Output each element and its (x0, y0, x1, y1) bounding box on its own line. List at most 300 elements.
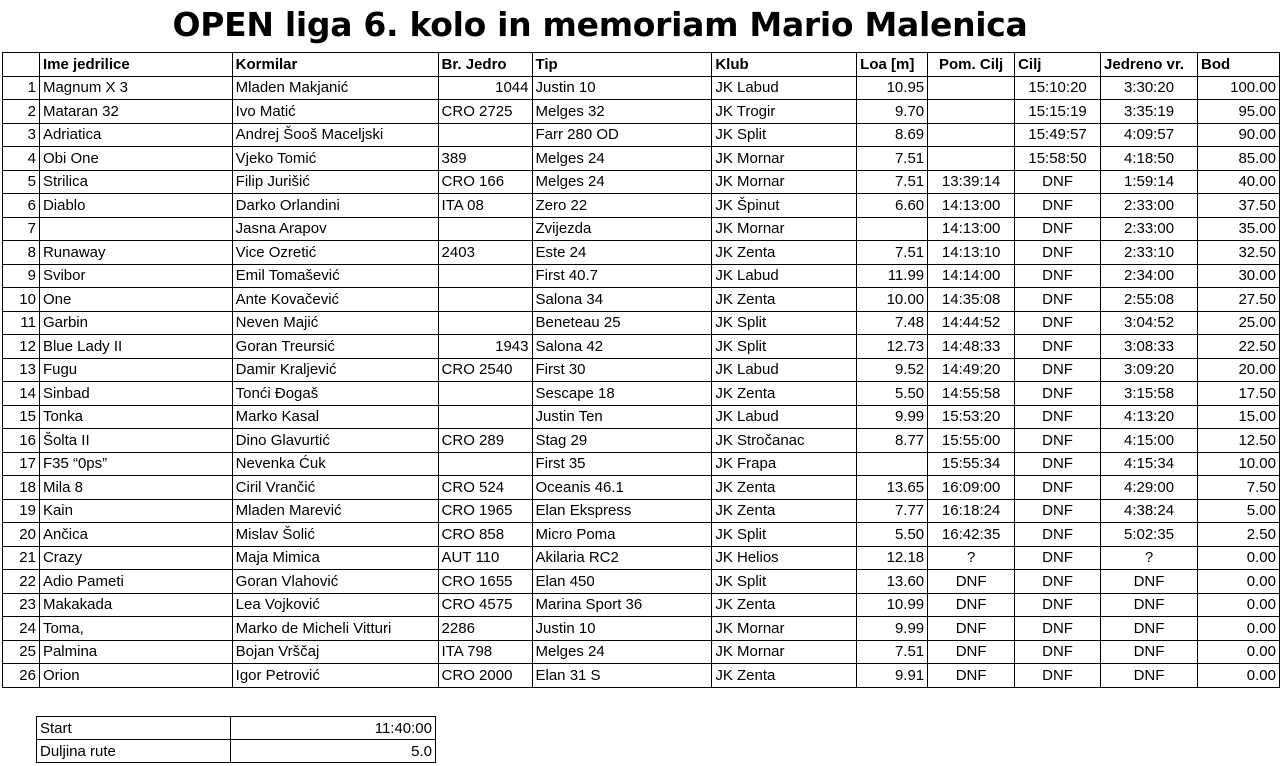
cell-skipper: Emil Tomašević (232, 264, 438, 288)
cell-boat: Diablo (39, 194, 232, 218)
header-skipper: Kormilar (232, 53, 438, 77)
cell-rank: 13 (3, 358, 40, 382)
cell-aux (928, 100, 1015, 124)
cell-sailed: 4:15:00 (1101, 429, 1198, 453)
table-row (3, 123, 1280, 147)
header-loa: Loa [m] (857, 53, 928, 77)
cell-loa: 8.69 (857, 123, 928, 147)
table-row (3, 476, 1280, 500)
cell-points: 20.00 (1198, 358, 1280, 382)
cell-points: 12.50 (1198, 429, 1280, 453)
cell-sailed: 3:04:52 (1101, 311, 1198, 335)
cell-rank: 3 (3, 123, 40, 147)
cell-boat: Sinbad (39, 382, 232, 406)
cell-aux: 15:55:34 (928, 452, 1015, 476)
cell-sailed: DNF (1101, 570, 1198, 594)
cell-boat: Toma, (39, 617, 232, 641)
cell-rank: 1 (3, 76, 40, 100)
header-aux-finish: Pom. Cilj (928, 53, 1015, 77)
cell-type: Elan 450 (532, 570, 712, 594)
cell-skipper: Ivo Matić (232, 100, 438, 124)
cell-club: JK Špinut (712, 194, 857, 218)
cell-club: JK Split (712, 311, 857, 335)
cell-boat: Mataran 32 (39, 100, 232, 124)
cell-type: Justin Ten (532, 405, 712, 429)
cell-type: Oceanis 46.1 (532, 476, 712, 500)
cell-sailed: ? (1101, 546, 1198, 570)
cell-club: JK Zenta (712, 241, 857, 265)
cell-sail (438, 288, 532, 312)
cell-type: Justin 10 (532, 617, 712, 641)
cell-club: JK Zenta (712, 382, 857, 406)
table-row (3, 382, 1280, 406)
cell-aux: 14:35:08 (928, 288, 1015, 312)
table-row (3, 570, 1280, 594)
cell-boat: Tonka (39, 405, 232, 429)
cell-rank: 24 (3, 617, 40, 641)
cell-aux: 14:44:52 (928, 311, 1015, 335)
info-row (37, 717, 436, 740)
cell-boat: Palmina (39, 640, 232, 664)
cell-aux: 14:13:00 (928, 194, 1015, 218)
cell-type: Melges 24 (532, 147, 712, 171)
cell-skipper: Lea Vojković (232, 593, 438, 617)
cell-sail: CRO 2540 (438, 358, 532, 382)
cell-sail: 1044 (438, 76, 532, 100)
cell-sail: CRO 2000 (438, 664, 532, 688)
cell-rank: 6 (3, 194, 40, 218)
cell-aux: 16:42:35 (928, 523, 1015, 547)
cell-type: Elan 31 S (532, 664, 712, 688)
cell-finish: 15:49:57 (1015, 123, 1101, 147)
cell-rank: 21 (3, 546, 40, 570)
cell-boat: Magnum X 3 (39, 76, 232, 100)
cell-points: 2.50 (1198, 523, 1280, 547)
cell-sailed: DNF (1101, 617, 1198, 641)
table-row (3, 499, 1280, 523)
cell-points: 32.50 (1198, 241, 1280, 265)
cell-points: 100.00 (1198, 76, 1280, 100)
cell-points: 85.00 (1198, 147, 1280, 171)
cell-skipper: Tonći Đogaš (232, 382, 438, 406)
cell-rank: 7 (3, 217, 40, 241)
cell-loa: 12.73 (857, 335, 928, 359)
cell-type: Salona 34 (532, 288, 712, 312)
table-row (3, 664, 1280, 688)
cell-boat: Šolta II (39, 429, 232, 453)
header-sailed: Jedreno vr. (1101, 53, 1198, 77)
cell-boat: Adio Pameti (39, 570, 232, 594)
cell-rank: 17 (3, 452, 40, 476)
cell-skipper: Igor Petrović (232, 664, 438, 688)
cell-type: Sescape 18 (532, 382, 712, 406)
cell-sailed: 3:15:58 (1101, 382, 1198, 406)
cell-rank: 5 (3, 170, 40, 194)
cell-points: 0.00 (1198, 640, 1280, 664)
cell-rank: 2 (3, 100, 40, 124)
cell-aux: 14:49:20 (928, 358, 1015, 382)
cell-finish: DNF (1015, 617, 1101, 641)
cell-loa: 7.51 (857, 170, 928, 194)
cell-aux: DNF (928, 617, 1015, 641)
cell-points: 0.00 (1198, 570, 1280, 594)
cell-loa: 10.99 (857, 593, 928, 617)
cell-type: Melges 24 (532, 170, 712, 194)
cell-skipper: Damir Kraljević (232, 358, 438, 382)
cell-type: Micro Poma (532, 523, 712, 547)
cell-loa: 12.18 (857, 546, 928, 570)
cell-finish: DNF (1015, 241, 1101, 265)
cell-club: JK Split (712, 570, 857, 594)
cell-rank: 22 (3, 570, 40, 594)
cell-rank: 9 (3, 264, 40, 288)
cell-club: JK Frapa (712, 452, 857, 476)
cell-skipper: Marko Kasal (232, 405, 438, 429)
cell-type: Akilaria RC2 (532, 546, 712, 570)
cell-type: Este 24 (532, 241, 712, 265)
cell-points: 0.00 (1198, 664, 1280, 688)
cell-type: Melges 24 (532, 640, 712, 664)
cell-sailed: 3:09:20 (1101, 358, 1198, 382)
cell-sailed: 2:33:10 (1101, 241, 1198, 265)
cell-aux: 14:13:10 (928, 241, 1015, 265)
cell-rank: 20 (3, 523, 40, 547)
table-row (3, 194, 1280, 218)
cell-type: First 40.7 (532, 264, 712, 288)
cell-points: 10.00 (1198, 452, 1280, 476)
cell-loa: 11.99 (857, 264, 928, 288)
cell-sail: 2403 (438, 241, 532, 265)
info-value: 11:40:00 (231, 717, 436, 740)
cell-finish: 15:58:50 (1015, 147, 1101, 171)
cell-type: Stag 29 (532, 429, 712, 453)
cell-boat: Mila 8 (39, 476, 232, 500)
cell-skipper: Vjeko Tomić (232, 147, 438, 171)
cell-type: Melges 32 (532, 100, 712, 124)
cell-sailed: 4:09:57 (1101, 123, 1198, 147)
cell-sail: ITA 08 (438, 194, 532, 218)
cell-skipper: Goran Vlahović (232, 570, 438, 594)
cell-finish: DNF (1015, 570, 1101, 594)
cell-sail: CRO 1965 (438, 499, 532, 523)
cell-loa (857, 452, 928, 476)
cell-sailed: 2:33:00 (1101, 194, 1198, 218)
table-row (3, 617, 1280, 641)
cell-club: JK Zenta (712, 288, 857, 312)
cell-skipper: Andrej Šooš Maceljski (232, 123, 438, 147)
cell-points: 40.00 (1198, 170, 1280, 194)
info-row (37, 740, 436, 763)
cell-boat: Svibor (39, 264, 232, 288)
cell-rank: 16 (3, 429, 40, 453)
cell-skipper: Filip Jurišić (232, 170, 438, 194)
page-title: OPEN liga 6. kolo in memoriam Mario Malenica (172, 5, 1028, 44)
cell-aux: 14:48:33 (928, 335, 1015, 359)
cell-sailed: DNF (1101, 593, 1198, 617)
cell-club: JK Zenta (712, 593, 857, 617)
cell-finish: DNF (1015, 452, 1101, 476)
cell-points: 5.00 (1198, 499, 1280, 523)
cell-type: Zero 22 (532, 194, 712, 218)
cell-finish: DNF (1015, 194, 1101, 218)
cell-rank: 25 (3, 640, 40, 664)
header-club: Klub (712, 53, 857, 77)
cell-points: 90.00 (1198, 123, 1280, 147)
cell-skipper: Dino Glavurtić (232, 429, 438, 453)
cell-boat: Ančica (39, 523, 232, 547)
cell-loa: 6.60 (857, 194, 928, 218)
cell-aux: ? (928, 546, 1015, 570)
cell-sailed: 2:33:00 (1101, 217, 1198, 241)
cell-boat: Runaway (39, 241, 232, 265)
cell-points: 17.50 (1198, 382, 1280, 406)
cell-aux: 16:18:24 (928, 499, 1015, 523)
table-row (3, 241, 1280, 265)
cell-club: JK Labud (712, 358, 857, 382)
cell-type: Beneteau 25 (532, 311, 712, 335)
cell-aux: DNF (928, 570, 1015, 594)
cell-boat (39, 217, 232, 241)
cell-finish: DNF (1015, 264, 1101, 288)
cell-points: 30.00 (1198, 264, 1280, 288)
cell-points: 0.00 (1198, 617, 1280, 641)
cell-finish: DNF (1015, 640, 1101, 664)
cell-skipper: Ciril Vrančić (232, 476, 438, 500)
cell-finish: DNF (1015, 499, 1101, 523)
cell-aux: DNF (928, 664, 1015, 688)
cell-finish: DNF (1015, 593, 1101, 617)
cell-type: Zvijezda (532, 217, 712, 241)
cell-rank: 18 (3, 476, 40, 500)
cell-sailed: 3:35:19 (1101, 100, 1198, 124)
cell-sail: CRO 4575 (438, 593, 532, 617)
cell-boat: Kain (39, 499, 232, 523)
cell-rank: 15 (3, 405, 40, 429)
cell-loa: 10.00 (857, 288, 928, 312)
cell-boat: Adriatica (39, 123, 232, 147)
cell-sail (438, 405, 532, 429)
table-row (3, 264, 1280, 288)
cell-type: First 35 (532, 452, 712, 476)
cell-skipper: Jasna Arapov (232, 217, 438, 241)
cell-points: 22.50 (1198, 335, 1280, 359)
cell-skipper: Mladen Makjanić (232, 76, 438, 100)
cell-points: 37.50 (1198, 194, 1280, 218)
header-sail: Br. Jedro (438, 53, 532, 77)
cell-sailed: 4:13:20 (1101, 405, 1198, 429)
cell-club: JK Zenta (712, 476, 857, 500)
cell-points: 0.00 (1198, 593, 1280, 617)
cell-skipper: Goran Treursić (232, 335, 438, 359)
info-label: Duljina rute (37, 740, 231, 763)
cell-type: Farr 280 OD (532, 123, 712, 147)
cell-loa: 9.91 (857, 664, 928, 688)
cell-sail: CRO 166 (438, 170, 532, 194)
cell-club: JK Split (712, 123, 857, 147)
cell-sailed: 2:34:00 (1101, 264, 1198, 288)
cell-boat: Strilica (39, 170, 232, 194)
cell-skipper: Nevenka Ćuk (232, 452, 438, 476)
cell-points: 25.00 (1198, 311, 1280, 335)
header-rank (3, 53, 40, 77)
cell-sail: CRO 289 (438, 429, 532, 453)
cell-club: JK Stročanac (712, 429, 857, 453)
cell-aux: 14:13:00 (928, 217, 1015, 241)
table-row (3, 405, 1280, 429)
cell-loa: 13.65 (857, 476, 928, 500)
table-row (3, 523, 1280, 547)
cell-loa: 8.77 (857, 429, 928, 453)
cell-finish: DNF (1015, 476, 1101, 500)
cell-boat: F35 “0ps” (39, 452, 232, 476)
cell-aux: 15:53:20 (928, 405, 1015, 429)
table-row (3, 76, 1280, 100)
table-row (3, 358, 1280, 382)
table-row (3, 311, 1280, 335)
table-row (3, 593, 1280, 617)
cell-rank: 11 (3, 311, 40, 335)
cell-rank: 26 (3, 664, 40, 688)
cell-club: JK Labud (712, 264, 857, 288)
cell-skipper: Bojan Vrščaj (232, 640, 438, 664)
cell-loa: 5.50 (857, 523, 928, 547)
cell-sail: AUT 110 (438, 546, 532, 570)
cell-finish: DNF (1015, 523, 1101, 547)
table-row (3, 546, 1280, 570)
cell-sailed: 4:15:34 (1101, 452, 1198, 476)
table-row (3, 147, 1280, 171)
cell-club: JK Helios (712, 546, 857, 570)
header-row (3, 53, 1280, 77)
cell-finish: DNF (1015, 546, 1101, 570)
cell-rank: 19 (3, 499, 40, 523)
cell-points: 7.50 (1198, 476, 1280, 500)
cell-finish: DNF (1015, 382, 1101, 406)
cell-finish: DNF (1015, 170, 1101, 194)
cell-loa: 5.50 (857, 382, 928, 406)
cell-type: Elan Ekspress (532, 499, 712, 523)
cell-loa: 9.99 (857, 405, 928, 429)
cell-sail (438, 123, 532, 147)
cell-club: JK Trogir (712, 100, 857, 124)
cell-loa: 7.51 (857, 640, 928, 664)
table-row (3, 452, 1280, 476)
race-info-table (36, 716, 436, 763)
cell-loa (857, 217, 928, 241)
cell-club: JK Mornar (712, 217, 857, 241)
cell-aux: 15:55:00 (928, 429, 1015, 453)
cell-club: JK Zenta (712, 499, 857, 523)
cell-sail (438, 311, 532, 335)
cell-sail: ITA 798 (438, 640, 532, 664)
cell-finish: DNF (1015, 335, 1101, 359)
table-row (3, 640, 1280, 664)
cell-loa: 7.48 (857, 311, 928, 335)
cell-rank: 14 (3, 382, 40, 406)
cell-finish: DNF (1015, 217, 1101, 241)
table-row (3, 217, 1280, 241)
cell-sail (438, 217, 532, 241)
cell-loa: 7.51 (857, 241, 928, 265)
info-label: Start (37, 717, 231, 740)
cell-sail: CRO 1655 (438, 570, 532, 594)
cell-sail: 2286 (438, 617, 532, 641)
cell-sail (438, 264, 532, 288)
cell-aux: DNF (928, 640, 1015, 664)
cell-sailed: 3:30:20 (1101, 76, 1198, 100)
cell-loa: 7.77 (857, 499, 928, 523)
cell-club: JK Labud (712, 405, 857, 429)
cell-sailed: 3:08:33 (1101, 335, 1198, 359)
cell-points: 15.00 (1198, 405, 1280, 429)
cell-sailed: 2:55:08 (1101, 288, 1198, 312)
cell-sail: CRO 524 (438, 476, 532, 500)
header-boat: Ime jedrilice (39, 53, 232, 77)
cell-loa: 7.51 (857, 147, 928, 171)
cell-aux: 14:14:00 (928, 264, 1015, 288)
cell-aux: DNF (928, 593, 1015, 617)
cell-type: Salona 42 (532, 335, 712, 359)
cell-skipper: Neven Majić (232, 311, 438, 335)
cell-sailed: 5:02:35 (1101, 523, 1198, 547)
table-row (3, 170, 1280, 194)
cell-aux: 16:09:00 (928, 476, 1015, 500)
cell-club: JK Mornar (712, 640, 857, 664)
cell-sailed: 4:18:50 (1101, 147, 1198, 171)
cell-sail: CRO 858 (438, 523, 532, 547)
cell-finish: DNF (1015, 664, 1101, 688)
cell-points: 27.50 (1198, 288, 1280, 312)
header-points: Bod (1198, 53, 1280, 77)
cell-finish: 15:10:20 (1015, 76, 1101, 100)
cell-loa: 9.70 (857, 100, 928, 124)
cell-skipper: Vice Ozretić (232, 241, 438, 265)
cell-aux (928, 123, 1015, 147)
cell-boat: Crazy (39, 546, 232, 570)
cell-rank: 10 (3, 288, 40, 312)
cell-type: First 30 (532, 358, 712, 382)
cell-skipper: Mislav Šolić (232, 523, 438, 547)
table-row (3, 335, 1280, 359)
cell-rank: 8 (3, 241, 40, 265)
cell-sail: 389 (438, 147, 532, 171)
cell-boat: Garbin (39, 311, 232, 335)
cell-skipper: Darko Orlandini (232, 194, 438, 218)
cell-sail (438, 452, 532, 476)
cell-boat: Obi One (39, 147, 232, 171)
cell-sail: CRO 2725 (438, 100, 532, 124)
cell-club: JK Mornar (712, 617, 857, 641)
cell-type: Justin 10 (532, 76, 712, 100)
table-row (3, 429, 1280, 453)
cell-boat: Makakada (39, 593, 232, 617)
cell-points: 35.00 (1198, 217, 1280, 241)
cell-rank: 23 (3, 593, 40, 617)
cell-loa: 9.99 (857, 617, 928, 641)
info-value: 5.0 (231, 740, 436, 763)
cell-aux: 14:55:58 (928, 382, 1015, 406)
cell-skipper: Marko de Micheli Vitturi (232, 617, 438, 641)
cell-skipper: Maja Mimica (232, 546, 438, 570)
cell-loa: 13.60 (857, 570, 928, 594)
header-type: Tip (532, 53, 712, 77)
cell-boat: One (39, 288, 232, 312)
cell-club: JK Mornar (712, 147, 857, 171)
cell-points: 95.00 (1198, 100, 1280, 124)
cell-aux (928, 76, 1015, 100)
cell-club: JK Labud (712, 76, 857, 100)
cell-boat: Blue Lady II (39, 335, 232, 359)
